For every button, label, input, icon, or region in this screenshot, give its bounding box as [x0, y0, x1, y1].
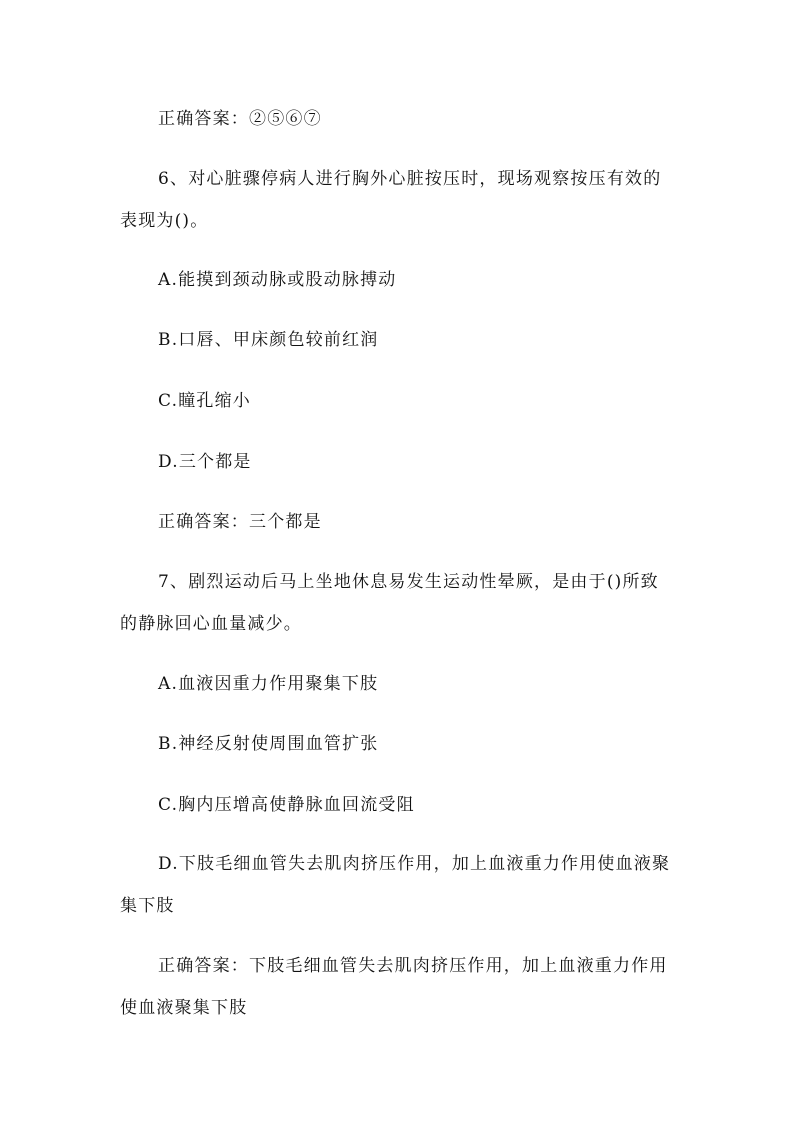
- question-6-option-b: B.口唇、甲床颜色较前红润: [158, 330, 379, 350]
- question-6-option-c: C.瞳孔缩小: [158, 391, 252, 411]
- question-7-option-c: C.胸内压增高使静脉血回流受阻: [158, 795, 415, 815]
- question-7-answer: 正确答案：下肢毛细血管失去肌肉挤压作用，加上血液重力作用使血液聚集下肢: [120, 956, 668, 1018]
- question-6-option-a: A.能摸到颈动脉或股动脉搏动: [158, 270, 397, 290]
- question-6-stem: 6、对心脏骤停病人进行胸外心脏按压时，现场观察按压有效的表现为()。: [120, 169, 662, 231]
- question-6-answer: 正确答案：三个都是: [158, 512, 322, 532]
- question-7-option-b: B.神经反射使周围血管扩张: [158, 734, 379, 754]
- question-7-option-d: D.下肢毛细血管失去肌肉挤压作用，加上血液重力作用使血液聚集下肢: [120, 854, 671, 916]
- previous-answer: 正确答案：②⑤⑥⑦: [158, 109, 322, 129]
- question-7-option-a: A.血液因重力作用聚集下肢: [158, 674, 379, 694]
- question-6-option-d: D.三个都是: [158, 452, 252, 472]
- question-7-stem: 7、剧烈运动后马上坐地休息易发生运动性晕厥，是由于()所致的静脉回心血量减少。: [120, 572, 659, 634]
